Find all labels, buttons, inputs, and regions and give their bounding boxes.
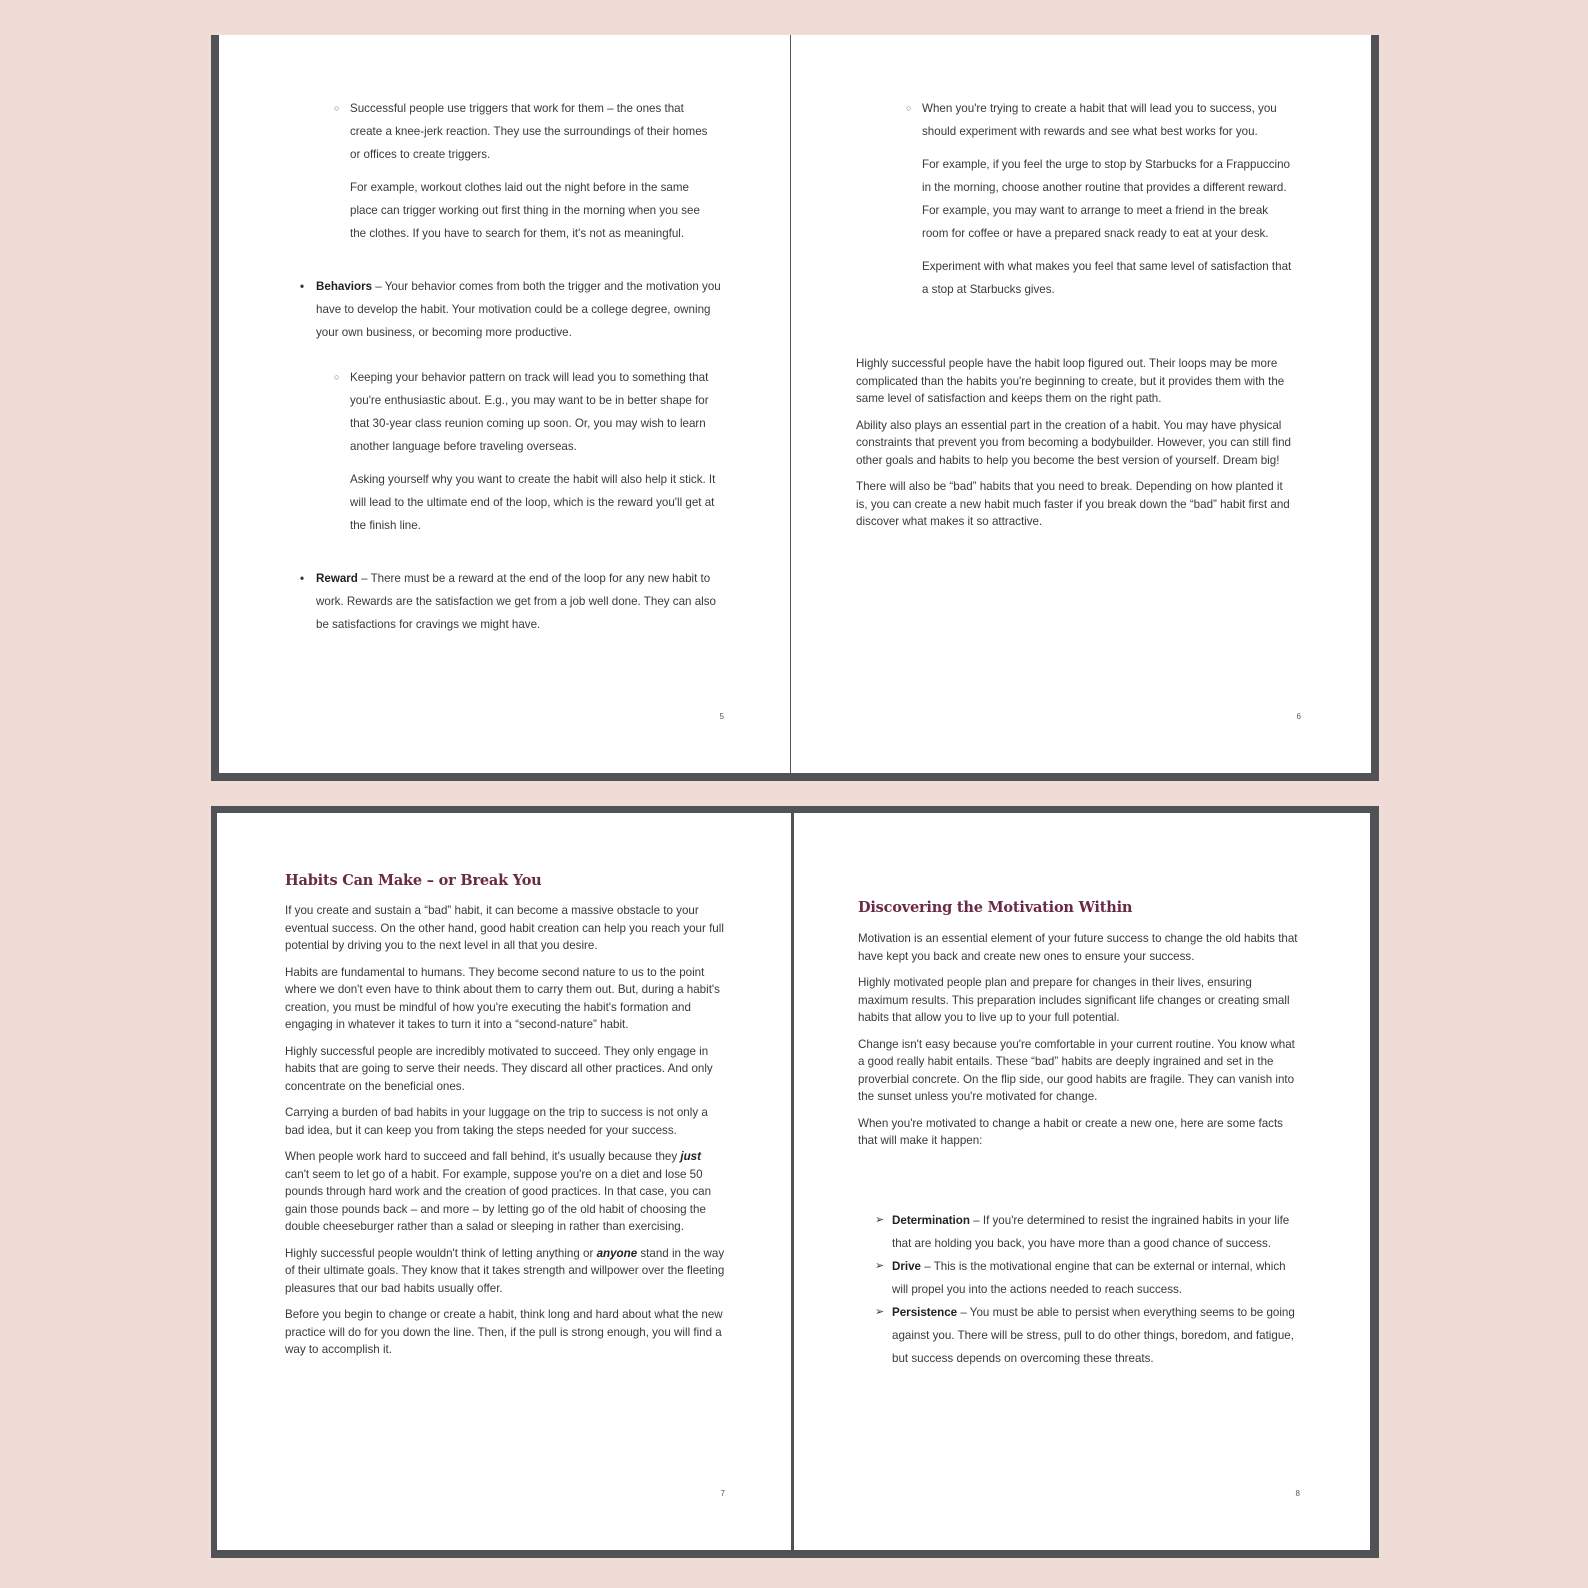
emphasis: anyone [596,1246,638,1260]
paragraph: When people work hard to succeed and fall behind, it's usually because they just can't seem to let go of a habit. For example, suppose you're on a diet and lose 50 pounds through hard work and the creation of good practices. In that case, you can gain those pounds back – and more – by letting go of the old habit of choosing the double cheeseburger rather than a salad or sleeping in rather than exercising. [285,1150,712,1233]
sub-bullet-behavior-pattern [334,366,718,537]
motivation-list [875,1209,1298,1370]
body-text [858,930,1300,1159]
paragraph: Successful people use triggers that work for them – the ones that create a knee-jerk reaction. They use the surroundings of their homes or offices to create triggers. [350,102,708,161]
paragraph: If you create and sustain a “bad” habit, it can become a massive obstacle to your eventual success. On the other hand, good habit creation can help you reach your full potential by driving you to the next level in all that you desire. [285,904,724,952]
paragraph: Ability also plays an essential part in the creation of a habit. You may have physical constraints that prevent you from becoming a bodybuilder. However, you can still find other goals and habits to help you become the best version of yourself. Dream big! [856,418,1291,467]
circle-bullet-icon: ○ [334,372,340,382]
top-spread [211,35,1379,781]
circle-bullet-icon: ○ [334,103,340,113]
body-text [856,355,1296,540]
page-number: 7 [720,1489,725,1498]
paragraph: Highly successful people wouldn't think of letting anything or anyone stand in the way of their ultimate goals. They know that it takes strength and willpower over the fleeting pleasures that our bad habits usually offer. [285,1246,725,1295]
behaviors-text: – Your behavior comes from both the trigger and the motivation you have to develop the habit. Your motivation could be a college degree, owning your own business, or becoming more productive. [316,280,721,339]
body-text [285,902,725,1368]
bullet-icon: • [300,572,305,585]
paragraph: When you're trying to create a habit that will lead you to success, you should experiment with rewards and see what best works for you. [922,102,1277,138]
sub-bullet-rewards [906,97,1292,301]
page-number: 5 [719,712,724,721]
bullet-reward [300,567,721,636]
bullet-icon: • [300,280,305,293]
emphasis: just [680,1150,701,1163]
circle-bullet-icon: ○ [906,103,912,113]
paragraph: Experiment with what makes you feel that same level of satisfaction that a stop at Starbucks gives. [922,260,1292,296]
paragraph: Change isn't easy because you're comfortable in your current routine. You know what a good really habit entails. These “bad” habits are deeply ingrained and set in the proverbial concrete. On the flip side, our good habits are fragile. They can vanish into the sunset unless you're motivated for change. [858,1037,1295,1103]
list-item: ➢ Determination – If you're determined to resist the ingrained habits in your life that are holding you back, you have more than a good chance of success. [892,1209,1298,1255]
page-6 [791,35,1371,773]
list-item: ➢ Persistence – You must be able to persist when everything seems to be going against you. There will be stress, pull to do other things, boredom, and fatigue, but success depends on overcoming these threats. [892,1301,1298,1370]
arrow-bullet-icon: ➢ [875,1306,885,1318]
behaviors-label: Behaviors [316,280,373,293]
paragraph: Asking yourself why you want to create the habit will also help it stick. It will lead to the ultimate end of the loop, which is the reward you'll get at the finish line. [350,473,716,532]
page-number: 6 [1296,712,1301,721]
arrow-bullet-icon: ➢ [875,1214,885,1226]
arrow-bullet-icon: ➢ [875,1260,885,1272]
bottom-spread [211,806,1379,1558]
page-7 [217,813,791,1550]
page-number: 8 [1295,1489,1300,1498]
bullet-behaviors [300,275,721,344]
paragraph: Habits are fundamental to humans. They become second nature to us to the point where we don't even have to think about them to carry them out. But, during a habit's creation, you must be mindful of how you're executing the habit's formation and engaging in whatever it takes to turn it into a “second-nature” habit. [285,965,720,1031]
section-heading: Habits Can Make – or Break You [285,872,542,889]
paragraph: Highly successful people are incredibly motivated to succeed. They only engage in habits that are going to serve their needs. They discard all other practices. And only concentrate on the beneficial ones. [285,1044,713,1093]
paragraph: Keeping your behavior pattern on track will lead you to something that you're enthusiastic about. E.g., you may want to be in better shape for that 30-year class reunion coming up soon. Or, you may wish to learn another language before traveling overseas. [350,371,709,453]
paragraph: Highly successful people have the habit loop figured out. Their loops may be more complicated than the habits you're beginning to create, but it provides them with the same level of satisfaction and keeps them on the right path. [856,357,1285,405]
paragraph: There will also be “bad” habits that you need to break. Depending on how planted it is, you can create a new habit much faster if you break down the “bad” habit first and discover what makes it so attractive. [856,480,1290,528]
page-8 [794,813,1370,1550]
sub-bullet-triggers [334,97,718,245]
paragraph: Before you begin to change or create a habit, think long and hard about what the new practice will do for you down the line. Then, if the pull is strong enough, you will find a way to accomplish it. [285,1308,723,1356]
reward-label: Reward [316,572,358,585]
paragraph: Carrying a burden of bad habits in your luggage on the trip to success is not only a bad idea, but it can keep you from taking the steps needed for your success. [285,1106,708,1137]
reward-text: – There must be a reward at the end of the loop for any new habit to work. Rewards are the satisfaction we get from a job well done. They can also be satisfactions for cravings we might have. [316,572,716,631]
section-heading: Discovering the Motivation Within [858,899,1133,916]
paragraph: For example, if you feel the urge to stop by Starbucks for a Frappuccino in the morning, choose another routine that provides a different reward. For example, you may want to arrange to meet a friend in the break room for coffee or have a prepared snack ready to eat at your desk. [922,158,1290,240]
paragraph: For example, workout clothes laid out the night before in the same place can trigger working out first thing in the morning when you see the clothes. If you have to search for them, it's not as meaningful. [350,181,700,240]
page-5 [219,35,790,773]
paragraph: Highly motivated people plan and prepare for changes in their lives, ensuring maximum results. This preparation includes significant life changes or creating small habits that allow you to live up to your full potential. [858,976,1290,1024]
list-item: ➢ Drive – This is the motivational engine that can be external or internal, which will propel you into the actions needed to reach success. [892,1255,1298,1301]
paragraph: Motivation is an essential element of your future success to change the old habits that have kept you back and create new ones to ensure your success. [858,932,1298,963]
paragraph: When you're motivated to change a habit or create a new one, here are some facts that will make it happen: [858,1116,1283,1147]
